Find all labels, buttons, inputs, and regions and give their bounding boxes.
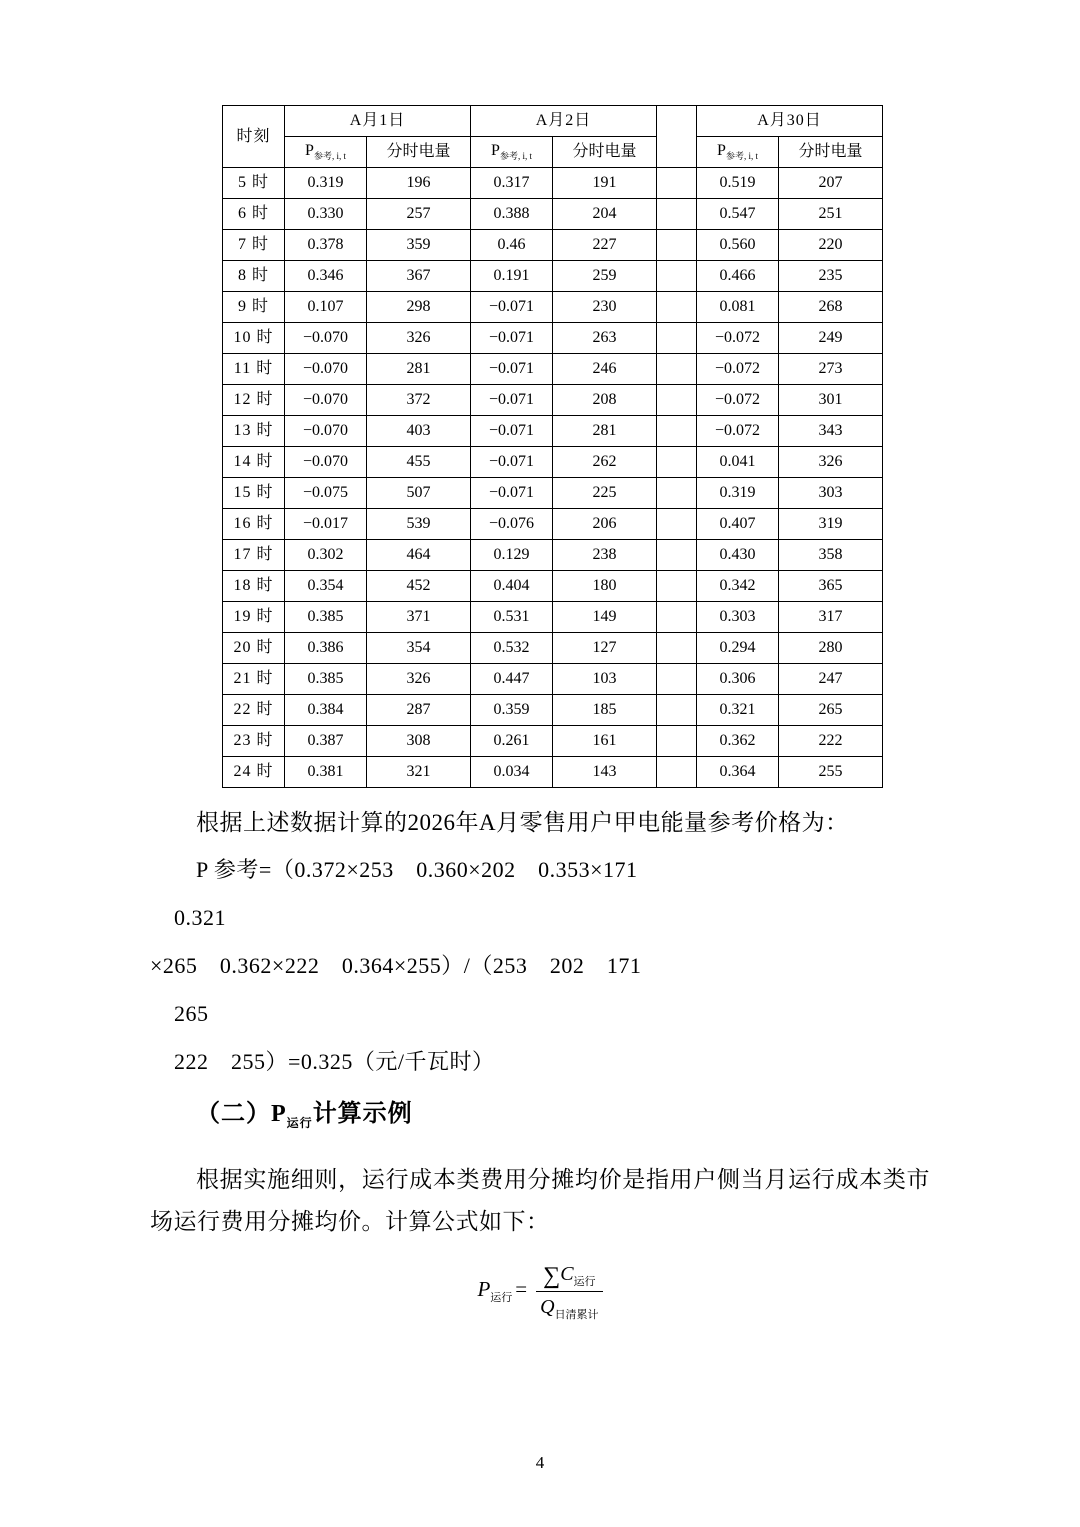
table-cell-time: 8 时	[223, 261, 285, 292]
table-cell-gap	[657, 695, 697, 726]
table-cell-d1q: 196	[367, 168, 471, 199]
table-cell-time: 10 时	[223, 323, 285, 354]
table-cell-d3p: −0.072	[697, 385, 779, 416]
table-cell-gap	[657, 199, 697, 230]
table-cell-time: 5 时	[223, 168, 285, 199]
table-cell-gap	[657, 230, 697, 261]
table-cell-d3q: 343	[779, 416, 883, 447]
table-cell-d2p: −0.071	[471, 354, 553, 385]
header-energy-3: 分时电量	[779, 137, 883, 168]
table-cell-d3p: 0.560	[697, 230, 779, 261]
formula-line-5: 222 255）=0.325（元/千瓦时）	[174, 1049, 495, 1074]
table-cell-time: 21 时	[223, 664, 285, 695]
table-cell-d3p: −0.072	[697, 416, 779, 447]
table-cell-d1p: −0.070	[285, 323, 367, 354]
table-cell-d2q: 225	[553, 478, 657, 509]
table-cell-d2q: 103	[553, 664, 657, 695]
hourly-price-energy-table	[222, 105, 883, 788]
formula-lhs-var: P	[477, 1277, 491, 1302]
table-cell-d2q: 149	[553, 602, 657, 633]
table-cell-d2p: −0.071	[471, 478, 553, 509]
table-cell-d2q: 204	[553, 199, 657, 230]
table-cell-d2q: 246	[553, 354, 657, 385]
table-cell-gap	[657, 385, 697, 416]
table-cell-time: 14 时	[223, 447, 285, 478]
table-cell-d3p: 0.294	[697, 633, 779, 664]
table-row	[223, 664, 883, 695]
table-cell-gap	[657, 292, 697, 323]
table-cell-d3q: 317	[779, 602, 883, 633]
table-cell-gap	[657, 323, 697, 354]
table-row	[223, 261, 883, 292]
table-cell-d3p: 0.306	[697, 664, 779, 695]
numerator-var: C	[560, 1262, 574, 1285]
table-cell-d3p: 0.362	[697, 726, 779, 757]
table-cell-d1p: −0.070	[285, 385, 367, 416]
table-cell-gap	[657, 602, 697, 633]
formula-line-4: 265	[174, 1001, 209, 1026]
table-cell-time: 18 时	[223, 571, 285, 602]
formula-line-2: 0.321	[174, 905, 226, 930]
table-cell-gap	[657, 726, 697, 757]
table-cell-d2p: 0.46	[471, 230, 553, 261]
table-cell-d2p: 0.388	[471, 199, 553, 230]
page-number: 4	[535, 1453, 545, 1472]
table-row	[223, 509, 883, 540]
table-cell-d3q: 280	[779, 633, 883, 664]
table-cell-d2p: −0.076	[471, 509, 553, 540]
table-row	[223, 726, 883, 757]
table-cell-d2p: 0.532	[471, 633, 553, 664]
table-cell-d1q: 354	[367, 633, 471, 664]
table-cell-d1q: 367	[367, 261, 471, 292]
table-row	[223, 323, 883, 354]
table-cell-d2p: −0.071	[471, 292, 553, 323]
formula-line-1: P 参考=（0.372×253 0.360×202 0.353×171	[196, 857, 638, 882]
table-cell-d2p: −0.071	[471, 385, 553, 416]
table-cell-time: 17 时	[223, 540, 285, 571]
table-row	[223, 385, 883, 416]
table-cell-d2q: 262	[553, 447, 657, 478]
table-cell-d1q: 308	[367, 726, 471, 757]
table-row	[223, 292, 883, 323]
table-cell-d1q: 359	[367, 230, 471, 261]
table-cell-d3p: 0.081	[697, 292, 779, 323]
table-cell-d3q: 265	[779, 695, 883, 726]
table-cell-d1q: 455	[367, 447, 471, 478]
table-row	[223, 447, 883, 478]
table-cell-d2q: 208	[553, 385, 657, 416]
table-cell-d1p: 0.385	[285, 664, 367, 695]
table-cell-d1q: 464	[367, 540, 471, 571]
table-cell-d3q: 207	[779, 168, 883, 199]
table-cell-d3q: 365	[779, 571, 883, 602]
table-cell-d2p: 0.531	[471, 602, 553, 633]
table-cell-d3p: 0.364	[697, 757, 779, 788]
header-price-3	[697, 137, 779, 168]
table-row	[223, 633, 883, 664]
table-cell-d3q: 303	[779, 478, 883, 509]
table-cell-d2p: 0.129	[471, 540, 553, 571]
table-cell-gap	[657, 416, 697, 447]
table-cell-d2p: 0.034	[471, 757, 553, 788]
formula-equals: =	[515, 1277, 528, 1302]
table-cell-d2q: 127	[553, 633, 657, 664]
table-cell-d3q: 220	[779, 230, 883, 261]
table-cell-d1p: 0.330	[285, 199, 367, 230]
table-cell-time: 19 时	[223, 602, 285, 633]
table-cell-d1p: 0.378	[285, 230, 367, 261]
p-symbol: P	[717, 141, 726, 159]
formula-line-3: ×265 0.362×222 0.364×255）/（253 202 171	[150, 953, 642, 978]
table-cell-d2q: 206	[553, 509, 657, 540]
formula-denominator	[536, 1292, 602, 1322]
p-symbol: P	[305, 141, 314, 159]
header-date-2: A月2日	[471, 106, 657, 137]
table-cell-d3p: 0.430	[697, 540, 779, 571]
table-cell-d1q: 403	[367, 416, 471, 447]
table-cell-d1p: −0.017	[285, 509, 367, 540]
table-row	[223, 695, 883, 726]
table-cell-d1q: 321	[367, 757, 471, 788]
table-cell-d3p: 0.342	[697, 571, 779, 602]
table-cell-d2q: 238	[553, 540, 657, 571]
formula-block	[150, 1261, 930, 1322]
table-cell-d2q: 227	[553, 230, 657, 261]
table-header	[223, 106, 883, 168]
table-cell-gap	[657, 168, 697, 199]
table-cell-d3q: 273	[779, 354, 883, 385]
formula-fraction	[536, 1261, 602, 1322]
table-cell-d3p: 0.319	[697, 478, 779, 509]
table-row	[223, 540, 883, 571]
header-gap	[657, 106, 697, 168]
table-cell-time: 6 时	[223, 199, 285, 230]
table-cell-d2p: 0.191	[471, 261, 553, 292]
table-cell-d3p: 0.321	[697, 695, 779, 726]
table-cell-d1p: 0.381	[285, 757, 367, 788]
header-date-3: A月30日	[697, 106, 883, 137]
table-cell-d1p: 0.385	[285, 602, 367, 633]
table-cell-d1p: 0.354	[285, 571, 367, 602]
header-energy-1: 分时电量	[367, 137, 471, 168]
table-cell-d3q: 255	[779, 757, 883, 788]
table-cell-d2q: 161	[553, 726, 657, 757]
table-cell-d1p: 0.319	[285, 168, 367, 199]
heading-subscript: 运行	[286, 1115, 313, 1130]
table-cell-d1q: 372	[367, 385, 471, 416]
sigma-icon: ∑	[543, 1262, 561, 1289]
table-cell-d3q: 268	[779, 292, 883, 323]
table-cell-d3p: 0.303	[697, 602, 779, 633]
formula-lhs	[477, 1277, 512, 1305]
table-cell-time: 16 时	[223, 509, 285, 540]
table-cell-d1q: 257	[367, 199, 471, 230]
table-row	[223, 230, 883, 261]
table-cell-gap	[657, 633, 697, 664]
table-cell-d3q: 358	[779, 540, 883, 571]
table-cell-d1p: 0.346	[285, 261, 367, 292]
denominator-sub: 日清累计	[554, 1308, 599, 1321]
table-row	[223, 571, 883, 602]
paragraph-intro: 根据上述数据计算的2026年A月零售用户甲电能量参考价格为：	[196, 810, 849, 835]
table-cell-time: 22 时	[223, 695, 285, 726]
table-cell-d1p: 0.302	[285, 540, 367, 571]
table-cell-d3q: 301	[779, 385, 883, 416]
header-price-2	[471, 137, 553, 168]
formula-expression	[477, 1261, 602, 1322]
table-cell-d1p: −0.070	[285, 416, 367, 447]
heading-prefix: （二）P	[196, 1101, 287, 1127]
header-energy-2: 分时电量	[553, 137, 657, 168]
table-cell-time: 23 时	[223, 726, 285, 757]
table-cell-d1q: 298	[367, 292, 471, 323]
table-cell-time: 13 时	[223, 416, 285, 447]
table-cell-d3q: 235	[779, 261, 883, 292]
table-cell-d3p: 0.466	[697, 261, 779, 292]
table-cell-d3q: 251	[779, 199, 883, 230]
section-heading	[150, 1092, 930, 1145]
header-time: 时刻	[223, 106, 285, 168]
heading-suffix: 计算示例	[312, 1101, 413, 1127]
p-symbol: P	[491, 141, 500, 159]
table-cell-time: 12 时	[223, 385, 285, 416]
table-cell-time: 15 时	[223, 478, 285, 509]
formula-numerator	[536, 1261, 602, 1292]
table-cell-d3p: 0.519	[697, 168, 779, 199]
table-cell-time: 11 时	[223, 354, 285, 385]
table-cell-d3p: 0.547	[697, 199, 779, 230]
table-cell-d1q: 326	[367, 323, 471, 354]
table-cell-d1q: 539	[367, 509, 471, 540]
table-cell-d2p: 0.261	[471, 726, 553, 757]
table-cell-d1p: −0.075	[285, 478, 367, 509]
table-cell-gap	[657, 447, 697, 478]
table-cell-d3p: 0.407	[697, 509, 779, 540]
table-cell-d3p: −0.072	[697, 323, 779, 354]
table-cell-d3q: 326	[779, 447, 883, 478]
table-cell-d2p: 0.447	[471, 664, 553, 695]
table-cell-d1p: 0.384	[285, 695, 367, 726]
p-subscript: 参考, i, t	[725, 151, 758, 162]
table-cell-d2q: 180	[553, 571, 657, 602]
table-body	[223, 168, 883, 788]
table-cell-gap	[657, 540, 697, 571]
table-cell-d2q: 185	[553, 695, 657, 726]
table-cell-d1q: 371	[367, 602, 471, 633]
table-cell-d2p: 0.359	[471, 695, 553, 726]
table-cell-d2p: 0.404	[471, 571, 553, 602]
formula-lhs-sub: 运行	[490, 1292, 513, 1305]
table-cell-d2p: 0.317	[471, 168, 553, 199]
table-cell-d3q: 222	[779, 726, 883, 757]
table-cell-d1p: 0.386	[285, 633, 367, 664]
header-price-1	[285, 137, 367, 168]
table-cell-d1p: 0.107	[285, 292, 367, 323]
numerator-sub: 运行	[573, 1275, 596, 1288]
table-cell-time: 20 时	[223, 633, 285, 664]
table-cell-d2p: −0.071	[471, 323, 553, 354]
table-row	[223, 602, 883, 633]
table-row	[223, 757, 883, 788]
table-cell-d3p: −0.072	[697, 354, 779, 385]
paragraph-body: 根据实施细则，运行成本类费用分摊均价是指用户侧当月运行成本类市场运行费用分摊均价。计算公式如下：	[150, 1166, 930, 1234]
table-cell-d1p: −0.070	[285, 354, 367, 385]
table-cell-d1q: 507	[367, 478, 471, 509]
table-cell-gap	[657, 354, 697, 385]
table-cell-d2q: 263	[553, 323, 657, 354]
table-cell-d2q: 259	[553, 261, 657, 292]
table-row	[223, 199, 883, 230]
table-cell-d2p: −0.071	[471, 416, 553, 447]
table-cell-gap	[657, 571, 697, 602]
table-cell-d2p: −0.071	[471, 447, 553, 478]
p-subscript: 参考, i, t	[499, 151, 532, 162]
header-date-1: A月1日	[285, 106, 471, 137]
table-cell-time: 7 时	[223, 230, 285, 261]
table-cell-gap	[657, 757, 697, 788]
table-cell-d3q: 319	[779, 509, 883, 540]
table-cell-d1q: 452	[367, 571, 471, 602]
table-row	[223, 354, 883, 385]
table-row	[223, 168, 883, 199]
table-cell-gap	[657, 261, 697, 292]
table-row	[223, 478, 883, 509]
table-cell-d1p: −0.070	[285, 447, 367, 478]
table-cell-d1q: 281	[367, 354, 471, 385]
table-cell-d3p: 0.041	[697, 447, 779, 478]
table-row	[223, 416, 883, 447]
denominator-var: Q	[540, 1295, 555, 1318]
table-cell-d1p: 0.387	[285, 726, 367, 757]
p-subscript: 参考, i, t	[313, 151, 346, 162]
table-cell-gap	[657, 509, 697, 540]
table-cell-d3q: 247	[779, 664, 883, 695]
table-cell-gap	[657, 478, 697, 509]
table-cell-d2q: 230	[553, 292, 657, 323]
table-cell-d1q: 287	[367, 695, 471, 726]
table-cell-time: 24 时	[223, 757, 285, 788]
table-cell-d2q: 281	[553, 416, 657, 447]
table-cell-time: 9 时	[223, 292, 285, 323]
table-cell-d2q: 191	[553, 168, 657, 199]
table-cell-d2q: 143	[553, 757, 657, 788]
table-cell-d3q: 249	[779, 323, 883, 354]
table-cell-d1q: 326	[367, 664, 471, 695]
table-cell-gap	[657, 664, 697, 695]
